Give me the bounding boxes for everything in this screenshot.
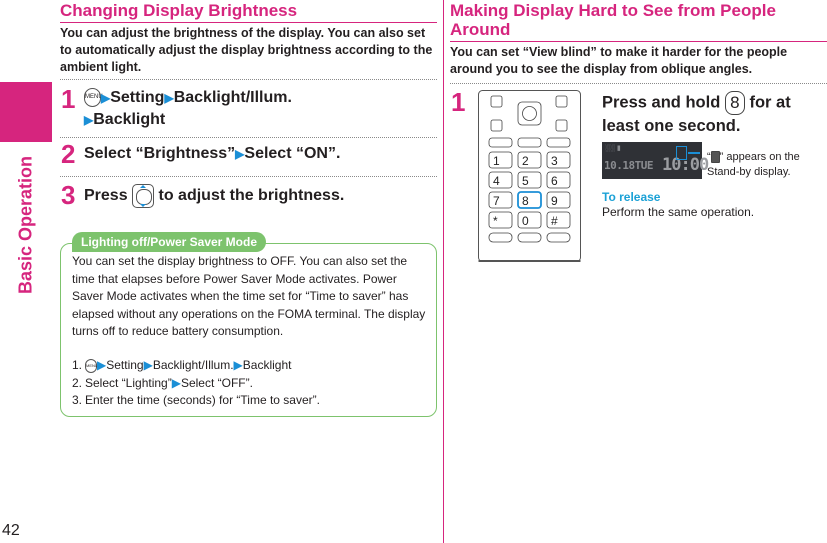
svg-text:7: 7 [493, 194, 500, 208]
left-intro: You can adjust the brightness of the display. You can also set to automatically adjust the display brightness according to the ambient light. [60, 26, 433, 74]
right-step-before: Press and hold [602, 93, 721, 112]
arrow-icon: ▶ [171, 375, 181, 390]
svg-text:#: # [551, 214, 558, 228]
arrow-icon: ▶ [164, 91, 174, 105]
callout-text [707, 150, 825, 180]
right-step-after: for at least one second. [602, 93, 791, 135]
step-2-number: 2 [61, 139, 76, 169]
callout-quote: “ [707, 151, 711, 163]
svg-text:6: 6 [551, 174, 558, 188]
list-text: Enter the time (seconds) for “Time to saver”. [85, 393, 320, 407]
svg-text:8: 8 [522, 194, 529, 208]
lcd-time: 10:00 [662, 155, 709, 175]
release-text: Perform the same operation. [602, 205, 755, 219]
left-section-title: Changing Display Brightness [60, 1, 298, 20]
phone-keypad-illustration [478, 90, 581, 262]
info-box-list [72, 357, 432, 410]
menu-item: Backlight/Illum. [152, 358, 234, 372]
svg-text:1: 1 [493, 154, 500, 168]
menu-item: Setting [110, 89, 165, 106]
arrow-icon: ▶ [101, 91, 111, 105]
menu-item: Backlight [93, 111, 166, 128]
step-2-text [84, 143, 434, 165]
right-step-text [602, 91, 822, 138]
arrow-icon: ▶ [84, 113, 94, 127]
step-1-number: 1 [61, 84, 76, 114]
svg-text:3: 3 [551, 154, 558, 168]
callout-body: ” appears on the Stand-by display. [707, 151, 800, 178]
right-step-number: 1 [451, 87, 466, 117]
lcd-status-icons: ░░ ▮ [605, 145, 621, 152]
view-blind-highlight [676, 146, 687, 160]
list-text: Select “Lighting” [85, 375, 172, 390]
dotted-divider [450, 83, 827, 84]
svg-text:9: 9 [551, 194, 558, 208]
right-intro: You can set “View blind” to make it harder for the people around you to see the display from oblique angles. [450, 45, 788, 76]
step-1-text [84, 87, 434, 131]
info-box-text: You can set the display brightness to OFF. You can also set the time that elapses before Power Saver Mode activates. Power Saver Mode activates when the time set for “Time to saver” has elapsed without any operations on the FOMA terminal. The display turns off to reduce battery consumption. [72, 254, 426, 338]
menu-item: Backlight [242, 358, 292, 372]
view-blind-icon [711, 151, 720, 163]
svg-text:*: * [493, 214, 498, 228]
menu-key-icon: MENU [85, 359, 97, 373]
info-box-tag: Lighting off/Power Saver Mode [72, 232, 266, 252]
dotted-divider [60, 137, 437, 138]
step-3-before: Press [84, 187, 128, 205]
arrow-icon: ▶ [233, 358, 243, 372]
menu-key-icon: MENU [84, 88, 101, 107]
list-number: 2. [72, 375, 83, 390]
list-number: 1. [72, 358, 83, 372]
list-text: Select “OFF”. [180, 375, 253, 390]
menu-item: Setting [106, 358, 144, 372]
list-item [72, 357, 432, 375]
sidebar-tab [0, 82, 52, 142]
step-2-suffix: Select “ON”. [244, 145, 341, 162]
step-3-text [84, 184, 434, 208]
menu-item: Backlight/Illum. [173, 89, 292, 106]
callout-line [688, 152, 700, 154]
sidebar-section [4, 150, 48, 300]
step-2-prefix: Select “Brightness” [84, 145, 236, 162]
svg-text:5: 5 [522, 174, 529, 188]
step-3-after: to adjust the brightness. [158, 187, 345, 205]
column-divider [443, 0, 444, 543]
right-section-title: Making Display Hard to See from People Around [450, 1, 776, 39]
svg-text:0: 0 [522, 214, 529, 228]
svg-text:2: 2 [522, 154, 529, 168]
list-item [72, 392, 432, 410]
key-8-icon: 8 [725, 91, 745, 115]
sidebar [0, 0, 52, 543]
right-title-rule [450, 41, 827, 42]
left-title-rule [60, 22, 437, 23]
svg-text:4: 4 [493, 174, 500, 188]
arrow-icon: ▶ [143, 358, 153, 372]
nav-key-icon [132, 184, 154, 208]
section-label: Basic Operation [15, 155, 36, 295]
list-number: 3. [72, 393, 83, 407]
list-item [72, 375, 432, 393]
page-number: 42 [2, 522, 20, 539]
arrow-icon: ▶ [235, 147, 245, 161]
dotted-divider [60, 79, 437, 80]
dotted-divider [60, 176, 437, 177]
standby-display [602, 142, 709, 179]
step-3-number: 3 [61, 180, 76, 210]
release-heading: To release [602, 190, 661, 204]
lcd-date: 10.18TUE [604, 159, 653, 172]
arrow-icon: ▶ [97, 358, 107, 372]
